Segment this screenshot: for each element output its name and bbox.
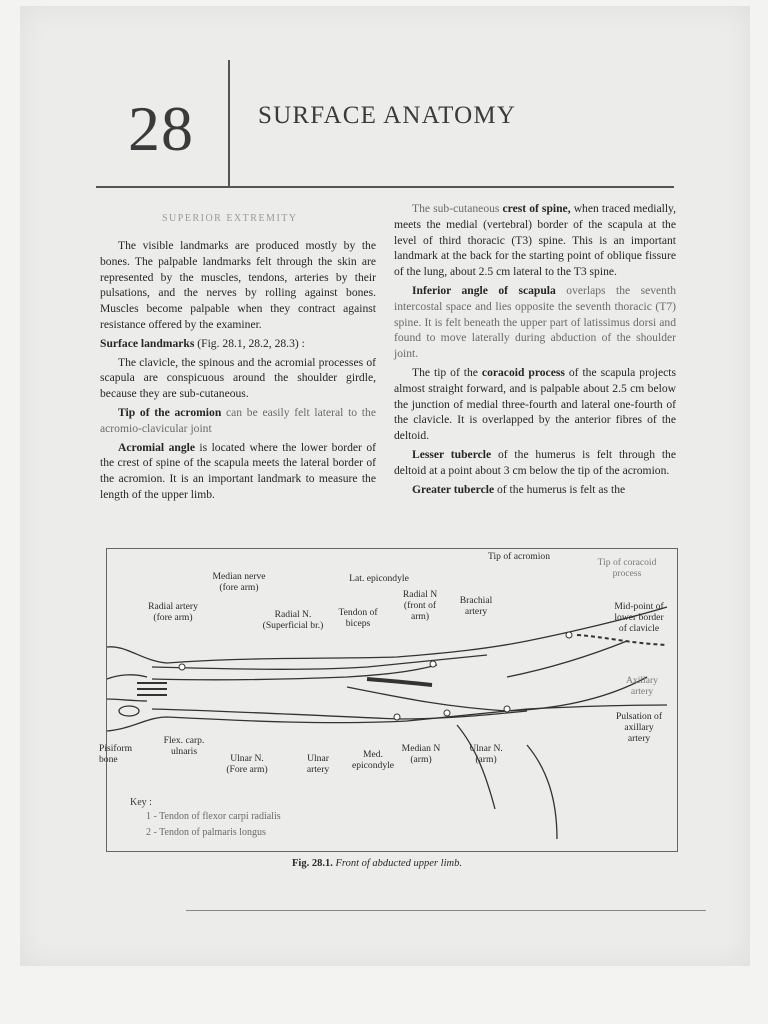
pulse-point-ulnar [394, 714, 400, 720]
caption-prefix: Fig. 28.1. [292, 858, 333, 869]
biceps-tendon [367, 679, 432, 685]
acromion-text: can be easily felt lateral to the acromio-clavicular joint [100, 405, 376, 435]
coracoid-term: coracoid process [481, 365, 565, 379]
lesser-tubercle-term: Lesser tubercle [412, 447, 492, 461]
coracoid-point [566, 632, 572, 638]
footer-rule [186, 910, 706, 911]
label-axillary-artery: Axillary artery [626, 675, 658, 697]
label-ulnar-artery: Ulnar artery [306, 753, 330, 775]
coracoid-paragraph [394, 365, 676, 444]
label-ulnar-n-forearm: Ulnar N. (Fore arm) [226, 753, 268, 775]
key-item-1: 1 - Tendon of flexor carpi radialis [146, 811, 281, 822]
key-title: Key : [130, 797, 152, 808]
acromial-angle-text: is located where the lower border of the crest of spine of the scapula meets the lateral border of the acromion. It is an important landmark to measure the length of the upper limb. [100, 440, 376, 501]
pulse-point-radial [179, 664, 185, 670]
acromial-angle-term: Acromial angle [118, 440, 195, 454]
inferior-angle-text: overlaps the seventh intercostal space and lies opposite the seventh thoracic (T7) spine. It is felt beneath the upper part of latissimus dorsi and found to move laterally during abduction of the shoulder joint. [394, 283, 676, 361]
acromion-paragraph [100, 405, 376, 437]
crest-term: crest of spine, [502, 202, 571, 215]
label-brachial-artery: Brachial artery [459, 595, 493, 617]
label-tendon-biceps: Tendon of biceps [338, 607, 378, 629]
lesser-tubercle-paragraph [394, 447, 676, 479]
intro-paragraph: The visible landmarks are produced mostly by the bones. The palpable landmarks felt through the skin are represented by the muscles, tendons, arteries by their pulsations, and the nerves by rolling against bones. Muscles become palpable when they contract against resistance offered by the examiner. [100, 239, 376, 331]
median-nerve-path [152, 665, 437, 680]
section-label: SUPERIOR EXTREMITY [162, 213, 298, 224]
inferior-angle-term: Inferior angle of scapula [412, 283, 556, 297]
landmarks-heading-paragraph [100, 336, 376, 352]
label-mid-clavicle: Mid-point of lower border of clavicle [614, 601, 664, 634]
chapter-number: 28 [128, 93, 194, 164]
pulse-point-median [430, 661, 436, 667]
inferior-angle-paragraph [394, 283, 676, 362]
lesser-tubercle-text: of the humerus is felt through the deltoid at a point about 3 cm below the tip of the acromion. [394, 447, 676, 477]
landmarks-ref: (Fig. 28.1, 28.2, 28.3) : [197, 336, 305, 350]
figure-28-1 [99, 548, 678, 852]
greater-tubercle-paragraph [394, 482, 676, 498]
radial-artery-path [152, 655, 487, 669]
right-column [394, 201, 676, 500]
greater-tubercle-text: of the humerus is felt as the [494, 482, 626, 496]
label-median-nerve: Median nerve (fore arm) [212, 571, 266, 593]
key-item-2: 2 - Tendon of palmaris longus [146, 827, 266, 838]
landmarks-heading: Surface landmarks [100, 336, 195, 350]
figure-caption [292, 858, 462, 869]
greater-tubercle-term: Greater tubercle [412, 482, 495, 496]
pulse-point-axillary [504, 706, 510, 712]
crest-paragraph [394, 201, 676, 280]
elbow-edge [457, 725, 495, 809]
label-radial-n-arm: Radial N (front of arm) [402, 589, 438, 622]
label-median-n-arm: Median N (arm) [401, 743, 441, 765]
crest-pre: The sub-cutaneous [412, 202, 503, 215]
label-flex-carp-ulnaris: Flex. carp. ulnaris [163, 735, 205, 757]
wrist-tendons [137, 683, 167, 695]
label-med-epicondyle: Med. epicondyle [351, 749, 395, 771]
axillary-path [507, 641, 627, 677]
header-horizontal-rule [96, 186, 674, 188]
header-vertical-rule [228, 60, 230, 188]
label-ulnar-n-arm: Ulnar N. (arm) [469, 743, 503, 765]
axilla-edge [527, 745, 557, 839]
label-pulsation-axillary: Pulsation of axillary artery [615, 711, 663, 744]
acromion-term: Tip of the acromion [118, 405, 222, 419]
pulse-point-brachial [444, 710, 450, 716]
caption-text: Front of abducted upper limb. [335, 858, 462, 869]
label-tip-acromion: Tip of acromion [487, 551, 550, 562]
left-column [100, 238, 376, 506]
coracoid-text: of the scapula projects almost straight forward, and is palpable about 2.5 cm below the junction of medial three-fourth and lateral one-fourth of the clavicle. It is overlapped by the anterior fibres of the deltoid. [394, 365, 676, 443]
chapter-title: SURFACE ANATOMY [258, 102, 517, 129]
clavicle-paragraph: The clavicle, the spinous and the acromial processes of scapula are conspicuous around the shoulder girdle, because they are sub-cutaneous. [100, 355, 376, 401]
label-radial-artery: Radial artery (fore arm) [148, 601, 198, 623]
label-tip-coracoid: Tip of coracoid process [597, 557, 657, 579]
hand-outline [107, 675, 147, 701]
pisiform-bone [119, 706, 139, 716]
coracoid-pre: The tip of the [412, 365, 482, 379]
acromial-angle-paragraph [100, 440, 376, 503]
label-radial-n-superficial: Radial N. (Superficial br.) [262, 609, 324, 631]
label-pisiform-bone: Pisiform bone [99, 743, 133, 765]
label-lat-epicondyle: Lat. epicondyle [349, 573, 409, 584]
crest-text: when traced medially, meets the medial (vertebral) border of the scapula at the level of third thoracic (T3) spine. This is an important landmark at the back for the starting point of oblique fissure of the lung, about 2.5 cm lateral to the T3 spine. [394, 202, 676, 279]
